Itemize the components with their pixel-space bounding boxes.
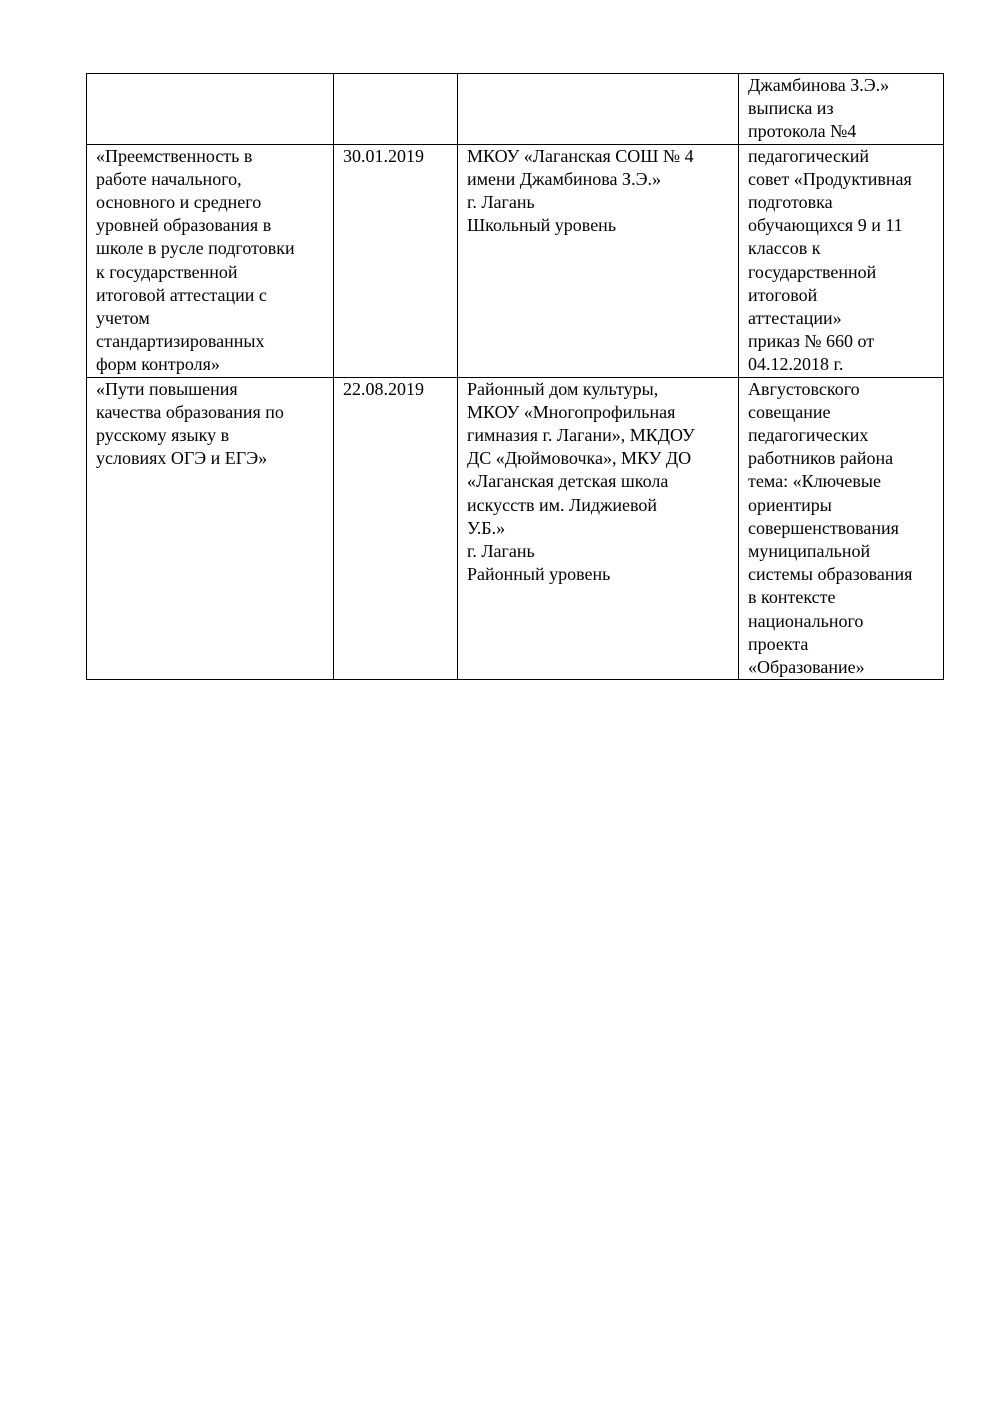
topic-line: «Преемственность в bbox=[96, 145, 253, 166]
topic-line: основного и среднего bbox=[96, 192, 262, 213]
event-line: итоговой bbox=[748, 284, 818, 305]
topic-line: работе начального, bbox=[96, 168, 242, 189]
event-line: национального bbox=[748, 610, 864, 631]
event-line: 04.12.2018 г. bbox=[748, 354, 844, 375]
place-line: искусств им. Лиджиевой bbox=[467, 494, 658, 515]
table-row bbox=[87, 144, 944, 377]
event-line: педагогический bbox=[748, 145, 869, 166]
topic-line: стандартизированных bbox=[96, 331, 265, 352]
event-line: приказ № 660 от bbox=[748, 331, 875, 352]
place-line: Районный уровень bbox=[467, 564, 611, 585]
events-table bbox=[86, 73, 944, 680]
topic-line: условиях ОГЭ и ЕГЭ» bbox=[96, 448, 268, 469]
event-line: муниципальной bbox=[748, 541, 871, 562]
topic-line: уровней образования в bbox=[96, 215, 272, 236]
event-line: системы образования bbox=[748, 564, 913, 585]
event-line: Августовского bbox=[748, 378, 860, 399]
event-cell bbox=[739, 377, 944, 680]
event-line: педагогических bbox=[748, 425, 869, 446]
place-line: г. Лагань bbox=[467, 192, 535, 213]
event-line: совет «Продуктивная bbox=[748, 168, 912, 189]
place-cell bbox=[458, 74, 739, 145]
place-line: г. Лагань bbox=[467, 541, 535, 562]
place-line: Районный дом культуры, bbox=[467, 378, 659, 399]
event-line: государственной bbox=[748, 261, 877, 282]
event-line: «Образование» bbox=[748, 657, 865, 678]
topic-cell bbox=[87, 144, 334, 377]
date-value: 30.01.2019 bbox=[343, 145, 424, 166]
event-line: проекта bbox=[748, 633, 809, 654]
event-line: работников района bbox=[748, 448, 894, 469]
topic-line: итоговой аттестации с bbox=[96, 284, 267, 305]
topic-cell bbox=[87, 377, 334, 680]
event-line: совещание bbox=[748, 401, 831, 422]
event-line: обучающихся 9 и 11 bbox=[748, 215, 903, 236]
topic-line: школе в русле подготовки bbox=[96, 238, 295, 259]
topic-line: к государственной bbox=[96, 261, 238, 282]
place-line: ДС «Дюймовочка», МКУ ДО bbox=[467, 448, 692, 469]
date-cell bbox=[334, 144, 458, 377]
place-line: Школьный уровень bbox=[467, 215, 617, 236]
topic-line: форм контроля» bbox=[96, 354, 220, 375]
event-cell bbox=[739, 74, 944, 145]
events-table-body bbox=[87, 74, 944, 680]
event-line: в контексте bbox=[748, 587, 836, 608]
place-line: «Лаганская детская школа bbox=[467, 471, 669, 492]
place-cell bbox=[458, 144, 739, 377]
event-line: подготовка bbox=[748, 192, 833, 213]
place-line: гимназия г. Лагани», МКДОУ bbox=[467, 425, 695, 446]
event-line: протокола №4 bbox=[748, 121, 857, 142]
event-line: Джамбинова З.Э.» bbox=[748, 75, 890, 95]
event-line: ориентиры bbox=[748, 494, 832, 515]
topic-line: русскому языку в bbox=[96, 425, 230, 446]
event-cell bbox=[739, 144, 944, 377]
event-line: аттестации» bbox=[748, 308, 842, 329]
table-row bbox=[87, 74, 944, 145]
event-line: выписка из bbox=[748, 98, 834, 119]
table-row bbox=[87, 377, 944, 680]
place-line: У.Б.» bbox=[467, 517, 506, 538]
place-line: МКОУ «Лаганская СОШ № 4 bbox=[467, 145, 694, 166]
event-line: классов к bbox=[748, 238, 821, 259]
topic-cell bbox=[87, 74, 334, 145]
place-cell bbox=[458, 377, 739, 680]
event-line: совершенствования bbox=[748, 517, 899, 538]
date-value: 22.08.2019 bbox=[343, 378, 424, 399]
topic-line: качества образования по bbox=[96, 401, 284, 422]
place-line: МКОУ «Многопрофильная bbox=[467, 401, 676, 422]
date-cell bbox=[334, 74, 458, 145]
place-line: имени Джамбинова З.Э.» bbox=[467, 168, 661, 189]
topic-line: «Пути повышения bbox=[96, 378, 238, 399]
topic-line: учетом bbox=[96, 308, 150, 329]
date-cell bbox=[334, 377, 458, 680]
event-line: тема: «Ключевые bbox=[748, 471, 881, 492]
